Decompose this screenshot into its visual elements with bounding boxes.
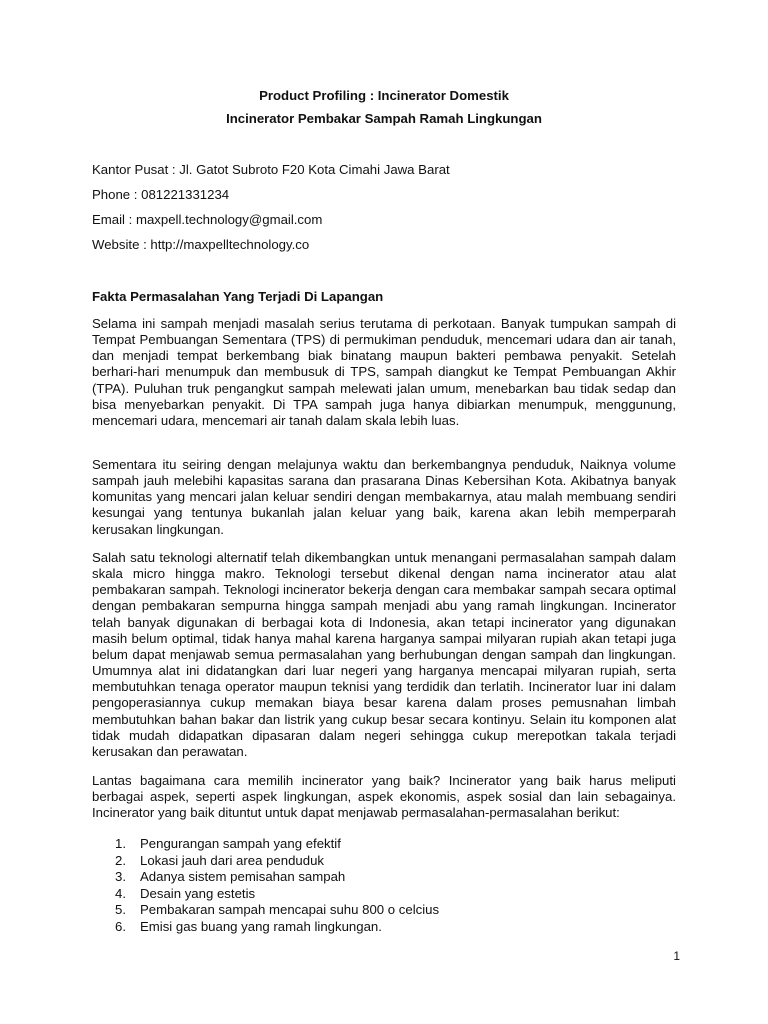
list-item — [92, 886, 439, 903]
list-item-number: 6. — [115, 918, 126, 934]
list-item-text: Pembakaran sampah mencapai suhu 800 o celcius — [140, 902, 440, 917]
list-item-text: Pengurangan sampah yang efektif — [140, 836, 341, 851]
document-title: Product Profiling : Incinerator Domestik — [259, 88, 509, 103]
paragraph-3: Salah satu teknologi alternatif telah dikembangkan untuk menangani permasalahan sampah dalam skala micro hingga makro. Teknologi tersebut dikenal dengan nama incinerator atau alat pembakaran sampah. Teknologi incinerator bekerja dengan cara membakar sampah secara optimal dengan pembakaran sempurna hingga sampah menjadi abu yang ramah lingkungan. Incinerator telah banyak digunakan di berbagai kota di Indonesia, akan tetapi incinerator yang digunakan masih belum optimal, tidak hanya mahal karena harganya sampai milyaran rupiah akan tetapi juga belum dapat menjawab semua permasalahan yang berhubungan dengan sampah dan lingkungan. Umumnya alat ini didatangkan dari luar negeri yang harganya mencapai milyaran rupiah, serta membutuhkan tenaga operator maupun teknisi yang terdidik dan terlatih. Incinerator luar ini dalam pengoperasiannya cukup memakan biaya besar karena dalam proses pemusnahan limbah membutuhkan bahan bakar dan listrik yang cukup besar secara kontinyu. Selain itu komponen alat tidak mudah didapatkan dipasaran dalam negeri sehingga cukup merepotkan takala terjadi kerusakan dan perawatan. — [92, 550, 676, 759]
list-item-number: 3. — [115, 869, 126, 884]
list-item-text: Emisi gas buang yang ramah lingkungan. — [140, 918, 382, 934]
office-address: Kantor Pusat : Jl. Gatot Subroto F20 Kota Cimahi Jawa Barat — [92, 162, 450, 177]
section-heading: Fakta Permasalahan Yang Terjadi Di Lapangan — [92, 289, 384, 304]
list-item — [92, 836, 439, 853]
paragraph-1: Selama ini sampah menjadi masalah serius terutama di perkotaan. Banyak tumpukan sampah di Tempat Pembuangan Sementara (TPS) di permukiman penduduk, mencemari udara dan air tanah, dan menjadi tempat berkembang biak binatang maupun bakteri pembawa penyakit. Setelah berhari-hari menumpuk dan membusuk di TPS, sampah diangkut ke Tempat Pembuangan Akhir (TPA). Puluhan truk pengangkut sampah melewati jalan umum, menebarkan bau tidak sedap dan bisa menyebarkan penyakit. Di TPA sampah juga hanya dibiarkan menumpuk, menggunung, mencemari udara, mencemari air tanah dalam skala lebih luas. — [92, 316, 676, 428]
list-item-number: 1. — [115, 836, 126, 851]
website-url: Website : http://maxpelltechnology.co — [92, 237, 310, 252]
list-item — [92, 853, 439, 870]
list-item-number: 2. — [115, 852, 126, 868]
page-number: 1 — [673, 949, 680, 963]
list-item-text: Lokasi jauh dari area penduduk — [140, 852, 325, 868]
email-address: Email : maxpell.technology@gmail.com — [92, 212, 323, 227]
list-item — [92, 869, 439, 886]
paragraph-2: Sementara itu seiring dengan melajunya waktu dan berkembangnya penduduk, Naiknya volume sampah jauh melebihi kapasitas sarana dan prasarana Dinas Kebersihan Kota. Akibatnya banyak komunitas yang mencari jalan keluar sendiri dengan membakarnya, atau malah membuang sendiri kesungai yang tentunya bukanlah jalan keluar yang baik, karena akan lebih memperparah kerusakan lingkungan. — [92, 457, 676, 537]
list-item-number: 4. — [115, 885, 126, 901]
criteria-list — [92, 836, 439, 935]
document-subtitle: Incinerator Pembakar Sampah Ramah Lingkungan — [226, 111, 542, 126]
phone-number: Phone : 081221331234 — [92, 187, 230, 202]
list-item — [92, 919, 439, 936]
list-item — [92, 902, 439, 919]
list-item-text: Adanya sistem pemisahan sampah — [140, 869, 346, 884]
list-item-number: 5. — [115, 902, 126, 917]
list-item-text: Desain yang estetis — [140, 885, 256, 901]
paragraph-4: Lantas bagaimana cara memilih incinerator yang baik? Incinerator yang baik harus meliputi berbagai aspek, seperti aspek lingkungan, aspek ekonomis, aspek sosial dan lain sebagainya. Incinerator yang baik dituntut untuk dapat menjawab permasalahan-permasalahan berikut: — [92, 773, 676, 821]
